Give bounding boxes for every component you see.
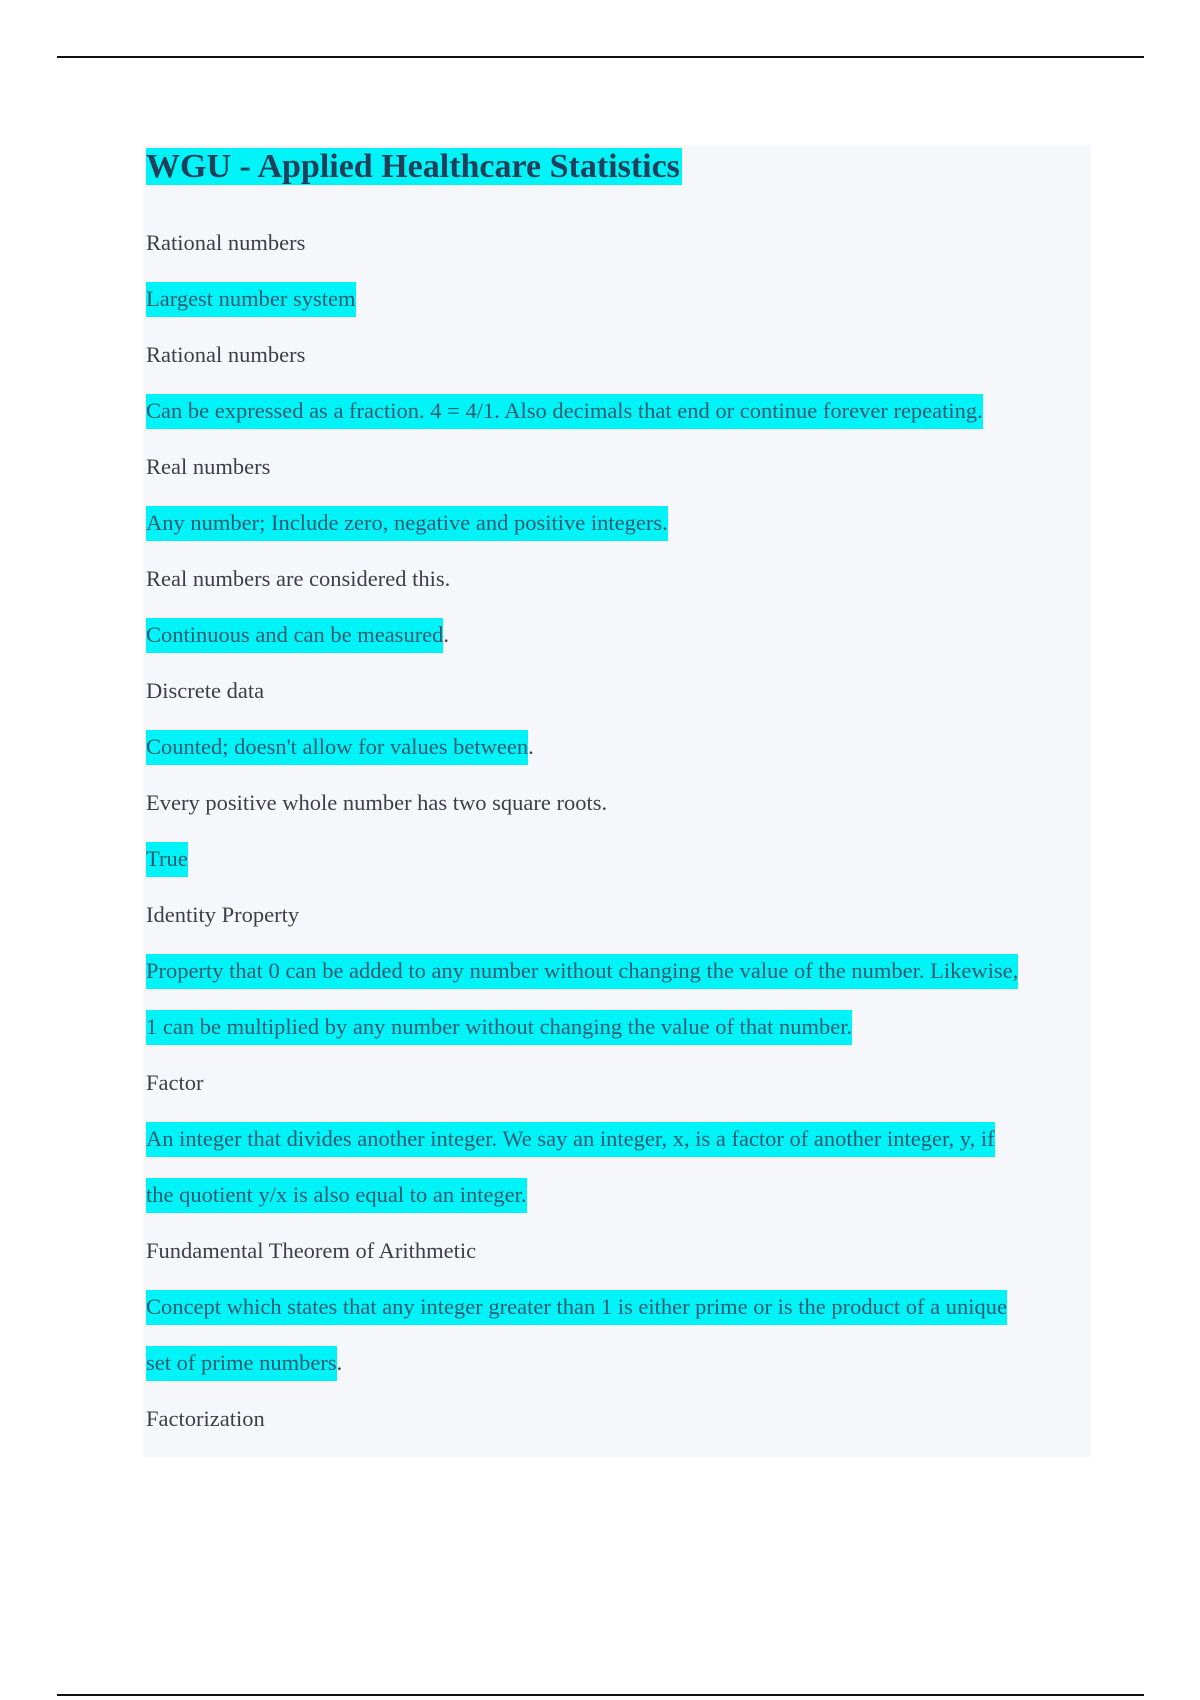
term-line — [146, 1232, 1086, 1288]
definition-line — [146, 1344, 1086, 1400]
term-text: Every positive whole number has two square roots. — [146, 790, 608, 815]
term-text: Fundamental Theorem of Arithmetic — [146, 1238, 477, 1263]
definition-line — [146, 728, 1086, 784]
term-line — [146, 448, 1086, 504]
term-text: Identity Property — [146, 902, 300, 927]
term-line — [146, 1400, 1086, 1456]
term-text: Rational numbers — [146, 230, 306, 255]
document-title-text: WGU - Applied Healthcare Statistics — [146, 148, 680, 185]
term-line — [146, 1064, 1086, 1120]
definition-line — [146, 616, 1086, 672]
term-text: Discrete data — [146, 678, 265, 703]
highlighted-definition-text: set of prime numbers — [146, 1346, 337, 1381]
definition-trailing-text: . — [528, 734, 534, 759]
highlighted-definition-text: Largest number system — [146, 282, 356, 317]
definition-trailing-text: . — [443, 622, 450, 647]
definition-line — [146, 952, 1086, 1008]
term-line — [146, 336, 1086, 392]
header-rule — [57, 56, 1144, 58]
highlighted-definition-text: True — [146, 842, 188, 877]
highlighted-definition-text: An integer that divides another integer. We say an integer, x, is a factor of another integer, y, if — [146, 1122, 995, 1157]
highlighted-definition-text: Counted; doesn't allow for values between — [146, 730, 528, 765]
term-text: Factor — [146, 1070, 204, 1095]
document-title — [146, 146, 682, 188]
term-text: Real numbers are considered this. — [146, 566, 451, 591]
definition-line — [146, 392, 1086, 448]
term-line — [146, 784, 1086, 840]
definition-line — [146, 280, 1086, 336]
definition-line — [146, 1176, 1086, 1232]
footer-rule — [57, 1694, 1144, 1696]
definition-line — [146, 1008, 1086, 1064]
definition-line — [146, 840, 1086, 896]
highlighted-definition-text: Property that 0 can be added to any number without changing the value of the number. Likewise, — [146, 954, 1018, 989]
definition-trailing-text: . — [336, 1350, 343, 1375]
definition-line — [146, 1120, 1086, 1176]
term-text: Factorization — [146, 1406, 265, 1431]
highlighted-definition-text: Concept which states that any integer greater than 1 is either prime or is the product of a unique — [146, 1290, 1007, 1325]
term-line — [146, 224, 1086, 280]
highlighted-definition-text: 1 can be multiplied by any number without changing the value of that number. — [146, 1010, 852, 1045]
definition-line — [146, 504, 1086, 560]
term-line — [146, 672, 1086, 728]
flashcard-list — [146, 224, 1086, 1456]
highlighted-definition-text: the quotient y/x is also equal to an integer. — [146, 1178, 527, 1213]
term-line — [146, 560, 1086, 616]
term-text: Real numbers — [146, 454, 271, 479]
highlighted-definition-text: Can be expressed as a fraction. 4 = 4/1. Also decimals that end or continue forever repeating. — [146, 394, 983, 429]
highlighted-definition-text: Any number; Include zero, negative and positive integers. — [146, 506, 668, 541]
term-line — [146, 896, 1086, 952]
definition-line — [146, 1288, 1086, 1344]
term-text: Rational numbers — [146, 342, 306, 367]
highlighted-definition-text: Continuous and can be measured — [146, 618, 443, 653]
